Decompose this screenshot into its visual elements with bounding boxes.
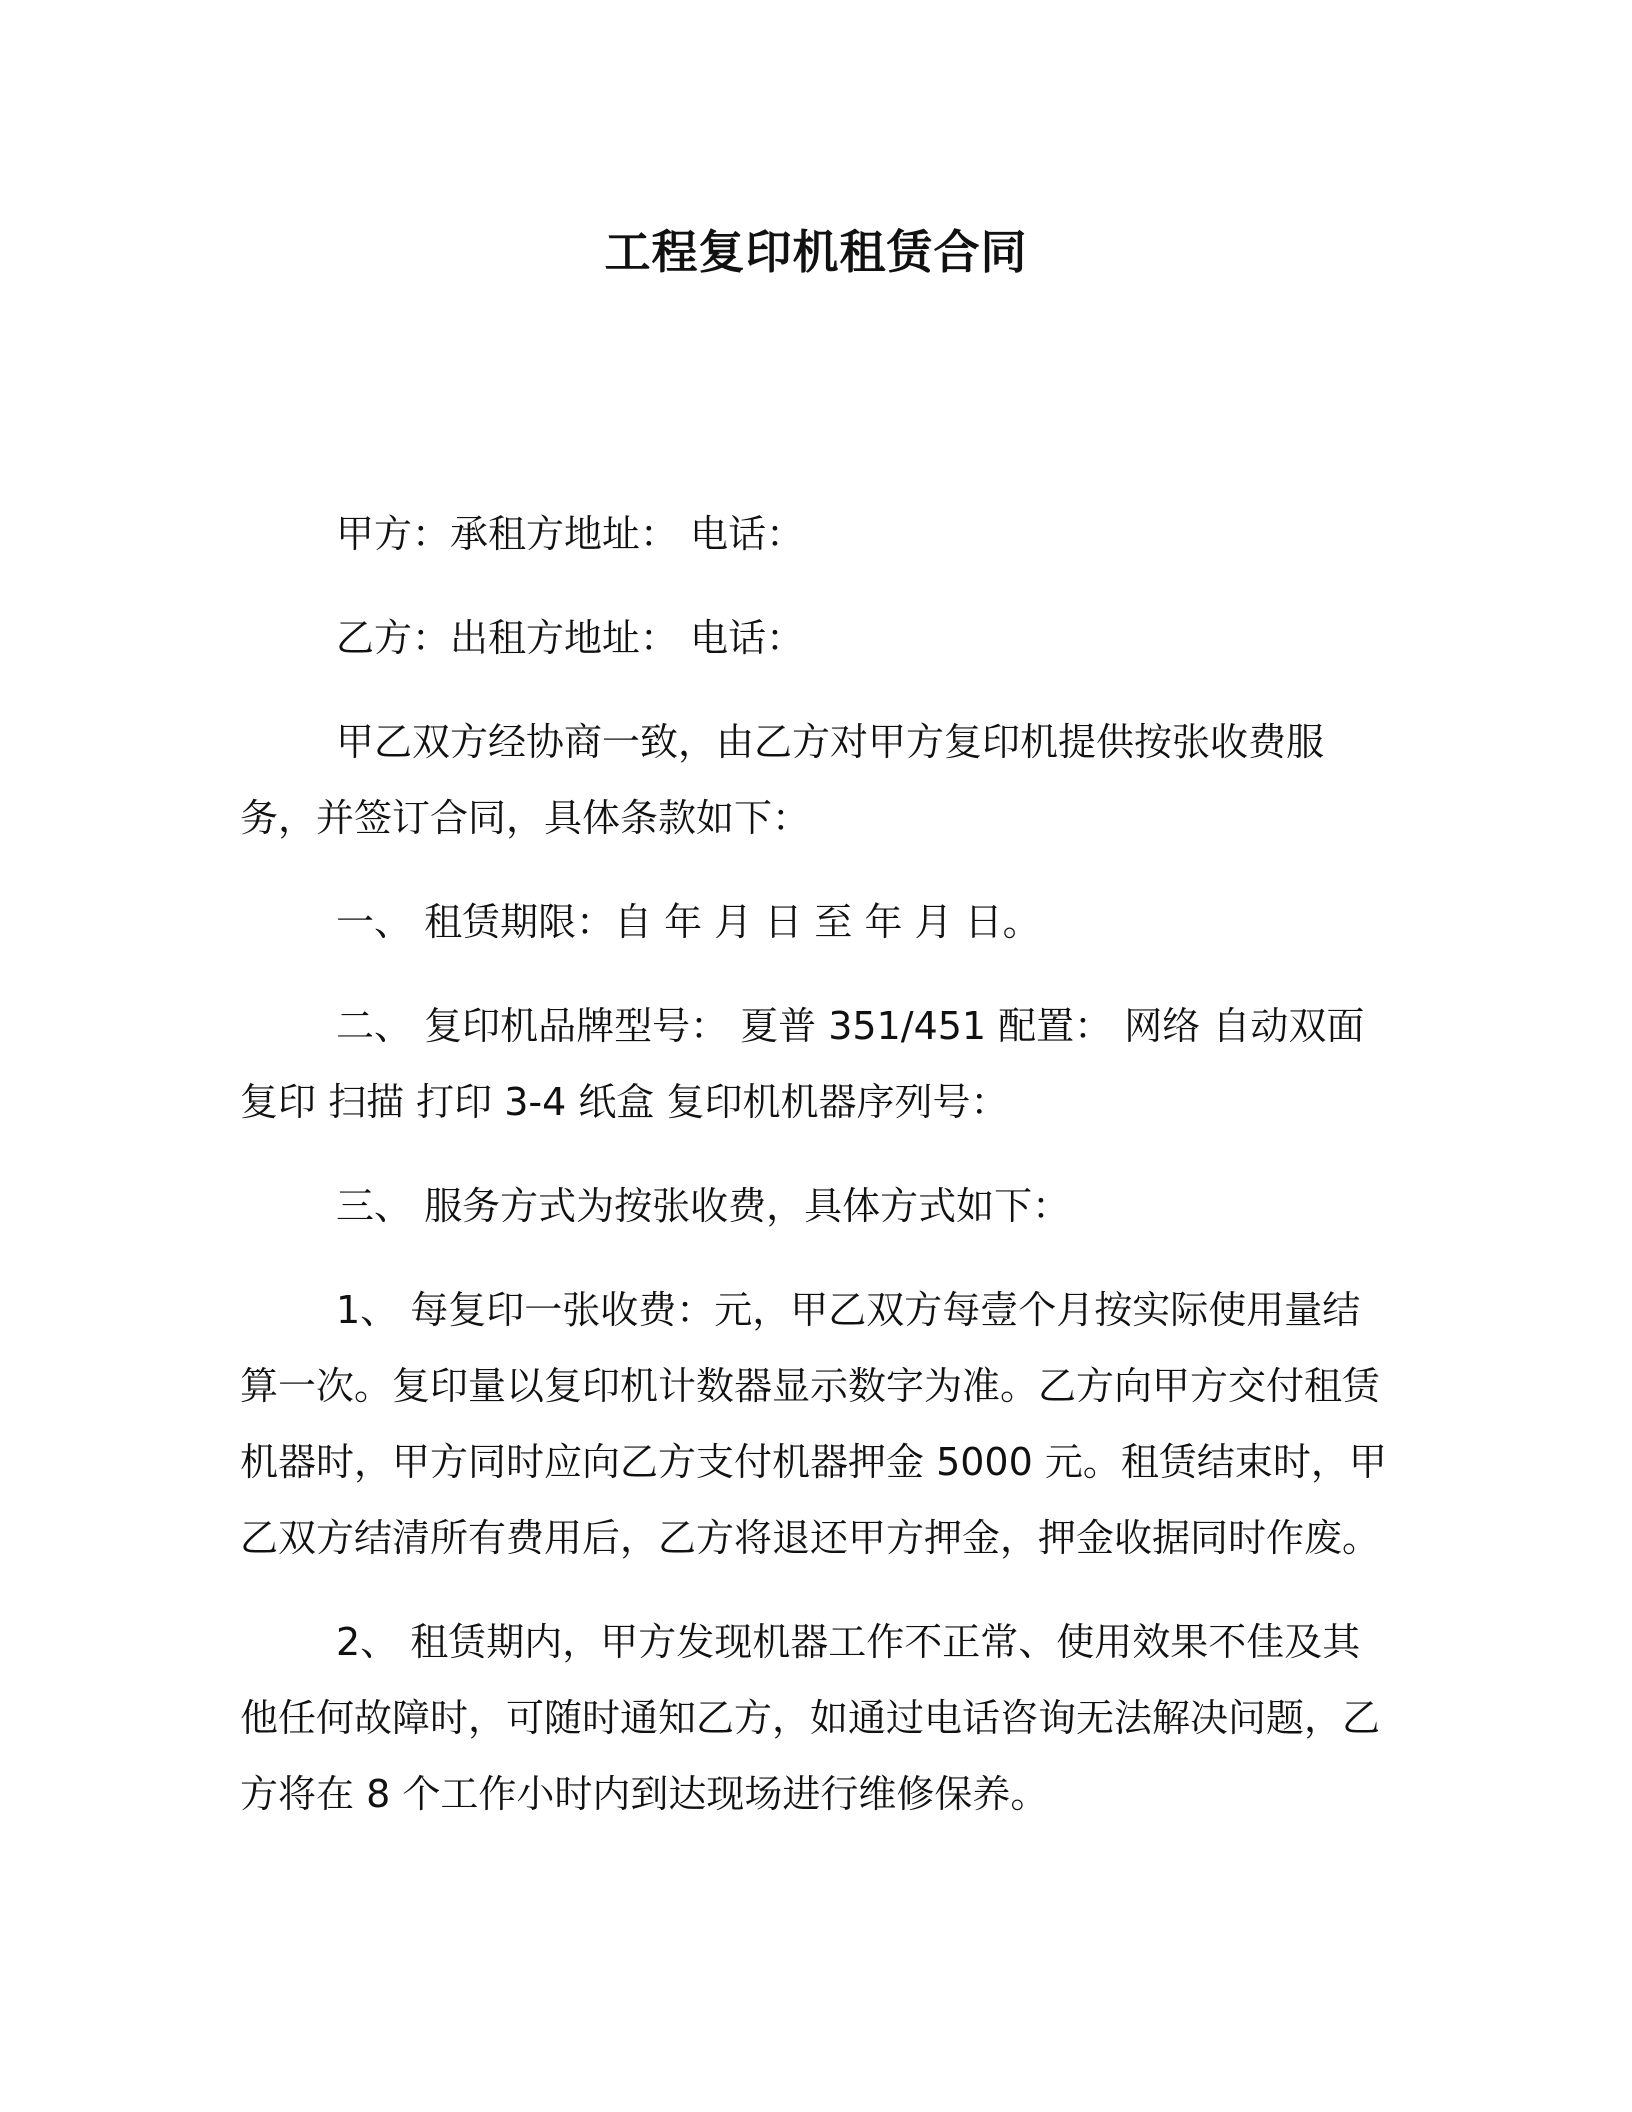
document-body [240,496,1392,1860]
document-title: 工程复印机租赁合同 [604,225,1028,279]
party-b-line: 乙方：出租方地址： 电话： [336,616,805,660]
clause-1-lease-term: 一、 租赁期限：自 年 月 日 至 年 月 日。 [336,900,1041,944]
intro-paragraph: 甲乙双方经协商一致，由乙方对甲方复印机提供按张收费服务，并签订合同，具体条款如下： [240,720,1325,840]
party-a-line: 甲方：承租方地址： 电话： [336,512,805,556]
item-1-billing: 1、 每复印一张收费：元，甲乙双方每壹个月按实际使用量结算一次。复印量以复印机计数器显示数字为准。乙方向甲方交付租赁机器时，甲方同时应向乙方支付机器押金 5000 元。租赁结束时，甲乙双方结清所有费用后，乙方将退还甲方押金，押金收据同时作废。 [240,1288,1387,1560]
clause-3-service-method: 三、 服务方式为按张收费，具体方式如下： [336,1184,1071,1228]
item-2-maintenance: 2、 租赁期内，甲方发现机器工作不正常、使用效果不佳及其他任何故障时，可随时通知乙方，如通过电话咨询无法解决问题，乙方将在 8 个工作小时内到达现场进行维修保养。 [240,1620,1381,1816]
clause-2-copier-model: 二、 复印机品牌型号： 夏普 351/451 配置： 网络 自动双面 复印 扫描 打印 3-4 纸盒 复印机机器序列号： [240,1004,1365,1124]
